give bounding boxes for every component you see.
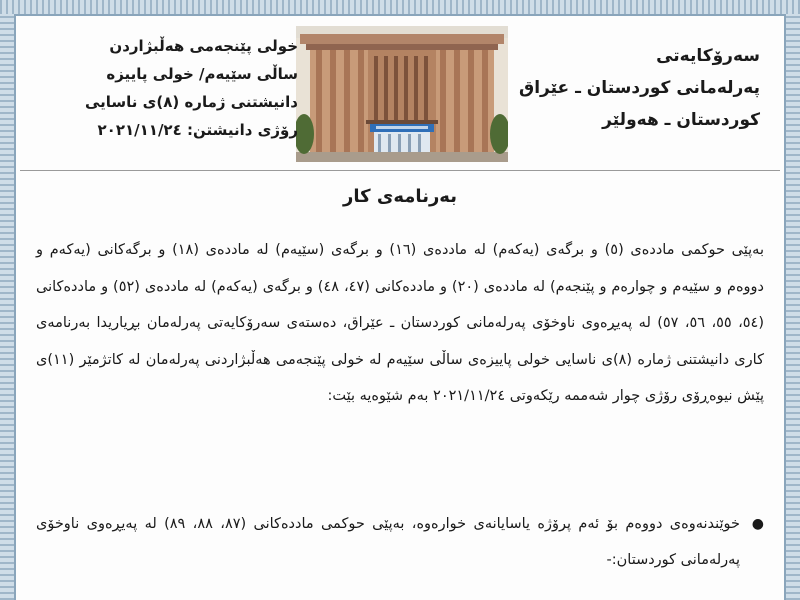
agenda-list	[36, 506, 764, 578]
session-line: دانیشتنی ژمارە (٨)ی ناسایی	[84, 93, 298, 111]
decorative-border-left	[0, 14, 16, 600]
institution-line: پەرلەمانی كوردستان ـ عێراق	[519, 78, 760, 98]
session-line: خولی پێنجەمی هەڵبژاردن	[109, 37, 298, 55]
institution-line: كوردستان ـ هەولێر	[602, 110, 760, 130]
institution-name-block	[510, 40, 760, 136]
document-title: بەرنامەی كار	[343, 186, 457, 207]
session-line: ساڵی سێیەم/ خولی پاییزە	[106, 65, 298, 83]
letterhead	[20, 22, 780, 172]
decorative-border-right	[784, 14, 800, 600]
session-info-block	[38, 32, 298, 144]
agenda-item-text: خوێندنەوەی دووەم بۆ ئەم پرۆژە یاسایانەی خوارەوە، بەپێی حوكمی ماددەكانی (٨٧، ٨٨، ٨٩) لە پەیڕەوی ناوخۆی پەرلەمانی كوردستان:-	[36, 516, 740, 568]
intro-paragraph: بەپێی حوكمی ماددەی (٥) و برگەی (یەكەم) لە ماددەی (١٦) و برگەی (سێیەم) لە ماددەی (١٨) و برگەكانی (یەكەم و دووەم و سێیەم و چوارەم و پێنجەم) لە ماددەی (٢٠) و ماددەكانی (٤٧، ٤٨) و برگەی (یەكەم) لە ماددەی (٥٢) و ماددەكانی (٥٤، ٥٥، ٥٦، ٥٧) لە پەیڕەوی ناوخۆی پەرلەمانی كوردستان ـ عێراق، دەستەی سەرۆكایەتی پەرلەمان بڕیاریدا بەرنامەی كاری دانیشتنی ژمارە (٨)ی ناسایی خولی پاییزەی ساڵی سێیەم لە خولی پێنجەمی هەڵبژاردنی پەرلەمان لە كاتژمێر (١١)ی پێش نیوەڕۆی رۆژی چوار شەممە رێكەوتی ٢٠٢١/١١/٢٤ بەم شێوەیە بێت:	[36, 242, 765, 404]
bullet-icon: ●	[751, 516, 764, 532]
session-date-line: رۆژی دانیشتن: ٢٠٢١/١١/٢٤	[97, 121, 298, 139]
parliament-building-photo	[296, 26, 508, 162]
institution-line: سەرۆكایەتی	[656, 46, 760, 66]
agenda-item	[36, 506, 764, 578]
decorative-border-top	[0, 0, 800, 16]
header-divider	[20, 170, 780, 171]
